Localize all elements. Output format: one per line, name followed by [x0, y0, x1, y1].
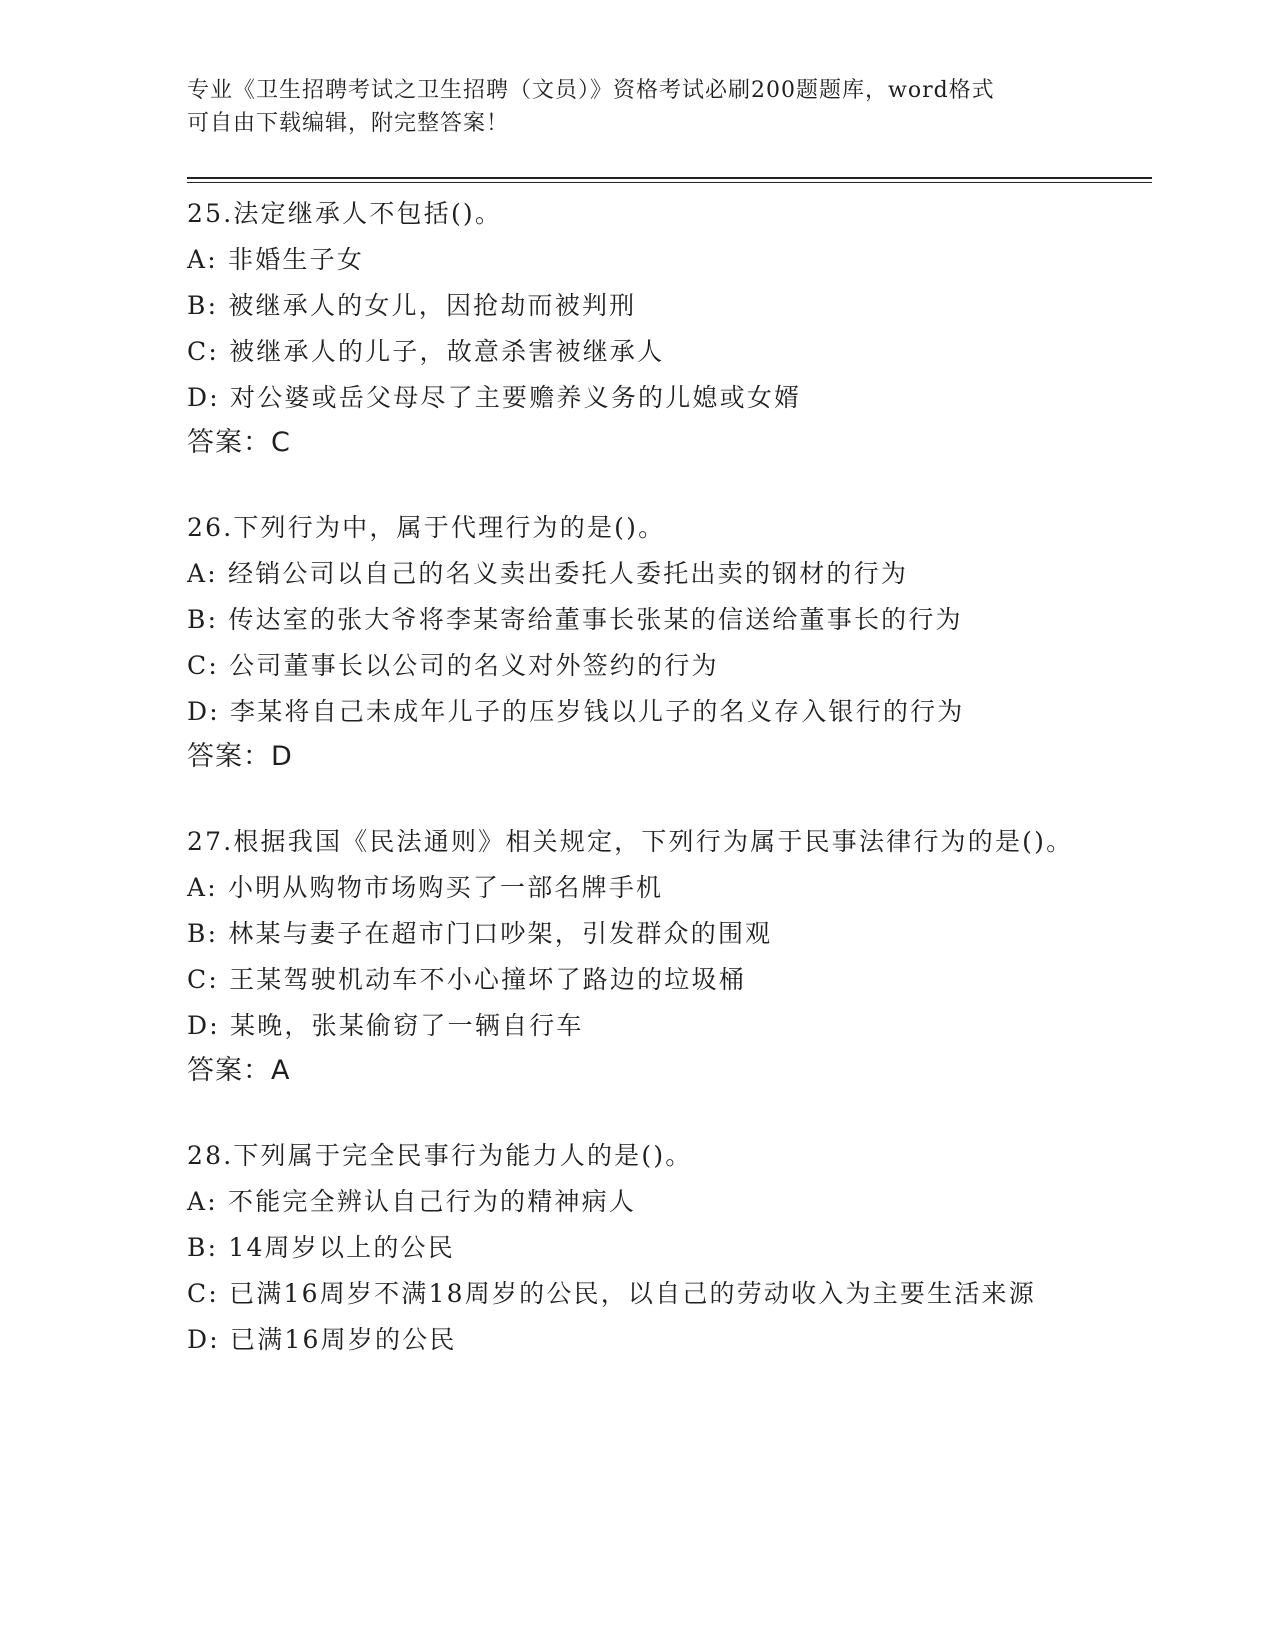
option-c: C: 被继承人的儿子，故意杀害被继承人: [187, 337, 665, 366]
option-d: D: 李某将自己未成年儿子的压岁钱以儿子的名义存入银行的行为: [187, 697, 965, 726]
question-28: [187, 1133, 1087, 1363]
option-c: C: 已满16周岁不满18周岁的公民，以自己的劳动收入为主要生活来源: [187, 1279, 1036, 1308]
option-c: C: 公司董事长以公司的名义对外签约的行为: [187, 651, 719, 680]
header-divider-thin: [187, 182, 1152, 183]
question-26: [187, 505, 1087, 781]
option-a: A: 不能完全辨认自己行为的精神病人: [187, 1187, 637, 1216]
option-a: A: 经销公司以自己的名义卖出委托人委托出卖的钢材的行为: [187, 559, 909, 588]
option-d: D: 对公婆或岳父母尽了主要赡养义务的儿媳或女婿: [187, 383, 802, 412]
header-line-2: 可自由下载编辑，附完整答案！: [187, 111, 510, 136]
option-b: B: 传达室的张大爷将李某寄给董事长张某的信送给董事长的行为: [187, 605, 963, 634]
question-text: 26.下列行为中，属于代理行为的是()。: [187, 513, 666, 542]
question-25: [187, 191, 1087, 467]
option-a: A: 小明从购物市场购买了一部名牌手机: [187, 873, 664, 902]
option-b: B: 林某与妻子在超市门口吵架，引发群众的围观: [187, 919, 773, 948]
option-c: C: 王某驾驶机动车不小心撞坏了路边的垃圾桶: [187, 965, 746, 994]
header-divider-thick: [187, 177, 1152, 179]
option-a: A: 非婚生子女: [187, 245, 365, 274]
question-list: [187, 191, 1087, 1401]
question-text: 25.法定继承人不包括()。: [187, 199, 503, 228]
answer: 答案：A: [187, 1055, 291, 1086]
answer: 答案：C: [187, 427, 291, 458]
question-27: [187, 819, 1087, 1095]
question-text: 28.下列属于完全民事行为能力人的是()。: [187, 1141, 693, 1170]
answer: 答案：D: [187, 741, 293, 772]
option-d: D: 某晚，张某偷窃了一辆自行车: [187, 1011, 584, 1040]
header-line-1: 专业《卫生招聘考试之卫生招聘（文员）》资格考试必刷200题题库，word格式: [187, 78, 995, 103]
option-d: D: 已满16周岁的公民: [187, 1325, 457, 1354]
question-text: 27.根据我国《民法通则》相关规定，下列行为属于民事法律行为的是()。: [187, 827, 1074, 856]
option-b: B: 14周岁以上的公民: [187, 1233, 455, 1262]
document-header: [187, 74, 1067, 140]
option-b: B: 被继承人的女儿，因抢劫而被判刑: [187, 291, 637, 320]
